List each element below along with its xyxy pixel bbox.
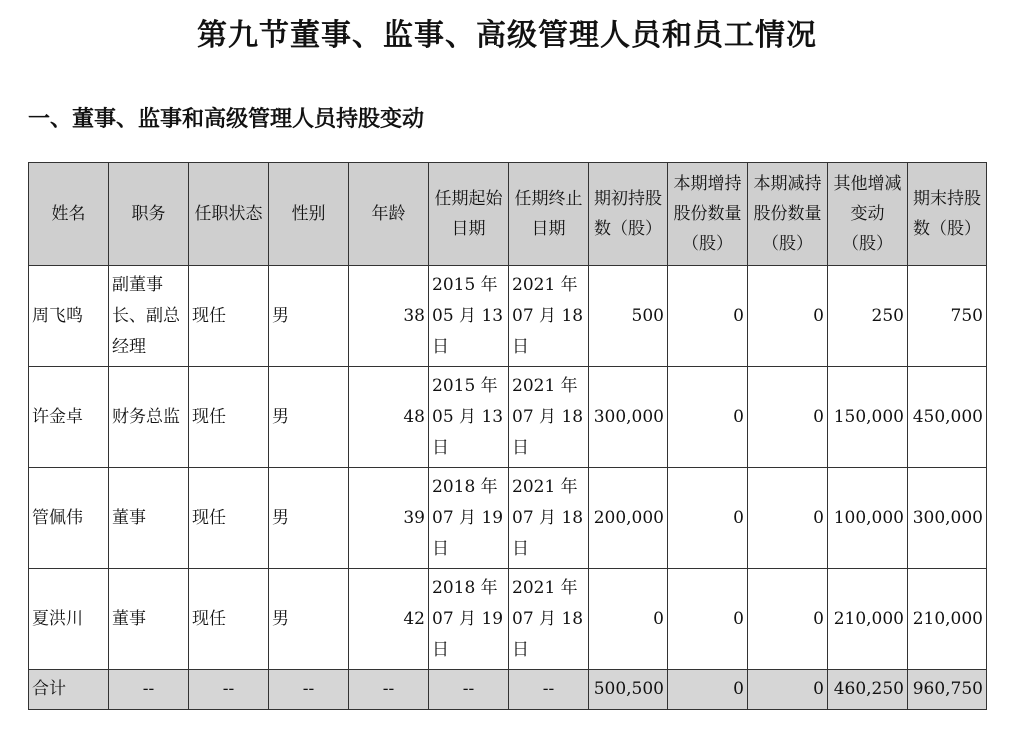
header-cell: 姓名 bbox=[29, 163, 109, 266]
age-cell: 48 bbox=[349, 367, 429, 468]
gender-cell: 男 bbox=[269, 367, 349, 468]
increase-cell: 0 bbox=[668, 266, 748, 367]
header-cell: 任职状态 bbox=[189, 163, 269, 266]
age-cell: 42 bbox=[349, 569, 429, 670]
decrease-cell: 0 bbox=[748, 569, 828, 670]
header-cell: 期初持股数（股） bbox=[589, 163, 668, 266]
header-cell: 年龄 bbox=[349, 163, 429, 266]
total-label-cell: 合计 bbox=[29, 670, 109, 710]
position-cell: 副董事长、副总经理 bbox=[109, 266, 189, 367]
table-row bbox=[29, 569, 987, 670]
decrease-cell: 0 bbox=[748, 468, 828, 569]
increase-cell: 0 bbox=[668, 367, 748, 468]
end-date-cell: 2021 年 07 月 18 日 bbox=[509, 266, 589, 367]
total-cell: -- bbox=[189, 670, 269, 710]
increase-cell: 0 bbox=[668, 569, 748, 670]
table-header-row bbox=[29, 163, 987, 266]
table-row bbox=[29, 266, 987, 367]
shareholding-table bbox=[28, 162, 987, 710]
total-row bbox=[29, 670, 987, 710]
increase-cell: 0 bbox=[668, 468, 748, 569]
status-cell: 现任 bbox=[189, 266, 269, 367]
header-cell: 任期起始日期 bbox=[429, 163, 509, 266]
status-cell: 现任 bbox=[189, 569, 269, 670]
opening-shares-cell: 300,000 bbox=[589, 367, 668, 468]
position-cell: 财务总监 bbox=[109, 367, 189, 468]
closing-shares-cell: 300,000 bbox=[908, 468, 987, 569]
header-cell: 其他增减变动（股） bbox=[828, 163, 908, 266]
position-cell: 董事 bbox=[109, 569, 189, 670]
status-cell: 现任 bbox=[189, 468, 269, 569]
total-cell: -- bbox=[429, 670, 509, 710]
name-cell: 周飞鸣 bbox=[29, 266, 109, 367]
position-cell: 董事 bbox=[109, 468, 189, 569]
table-row bbox=[29, 468, 987, 569]
table-row bbox=[29, 367, 987, 468]
total-decrease-cell: 0 bbox=[748, 670, 828, 710]
age-cell: 39 bbox=[349, 468, 429, 569]
closing-shares-cell: 750 bbox=[908, 266, 987, 367]
page-title: 第九节董事、监事、高级管理人员和员工情况 bbox=[197, 18, 817, 53]
section-heading: 一、董事、监事和高级管理人员持股变动 bbox=[28, 106, 425, 132]
total-closing-shares-cell: 960,750 bbox=[908, 670, 987, 710]
gender-cell: 男 bbox=[269, 569, 349, 670]
gender-cell: 男 bbox=[269, 266, 349, 367]
other-change-cell: 100,000 bbox=[828, 468, 908, 569]
start-date-cell: 2018 年 07 月 19 日 bbox=[429, 569, 509, 670]
start-date-cell: 2015 年 05 月 13 日 bbox=[429, 367, 509, 468]
start-date-cell: 2015 年 05 月 13 日 bbox=[429, 266, 509, 367]
other-change-cell: 150,000 bbox=[828, 367, 908, 468]
total-other-change-cell: 460,250 bbox=[828, 670, 908, 710]
closing-shares-cell: 210,000 bbox=[908, 569, 987, 670]
gender-cell: 男 bbox=[269, 468, 349, 569]
total-opening-shares-cell: 500,500 bbox=[589, 670, 668, 710]
header-cell: 期末持股数（股） bbox=[908, 163, 987, 266]
opening-shares-cell: 200,000 bbox=[589, 468, 668, 569]
total-cell: -- bbox=[109, 670, 189, 710]
status-cell: 现任 bbox=[189, 367, 269, 468]
header-cell: 性别 bbox=[269, 163, 349, 266]
closing-shares-cell: 450,000 bbox=[908, 367, 987, 468]
header-cell: 职务 bbox=[109, 163, 189, 266]
decrease-cell: 0 bbox=[748, 367, 828, 468]
opening-shares-cell: 500 bbox=[589, 266, 668, 367]
end-date-cell: 2021 年 07 月 18 日 bbox=[509, 367, 589, 468]
header-cell: 本期增持股份数量（股） bbox=[668, 163, 748, 266]
other-change-cell: 210,000 bbox=[828, 569, 908, 670]
total-cell: -- bbox=[509, 670, 589, 710]
name-cell: 夏洪川 bbox=[29, 569, 109, 670]
name-cell: 管佩伟 bbox=[29, 468, 109, 569]
total-cell: -- bbox=[349, 670, 429, 710]
header-cell: 本期减持股份数量（股） bbox=[748, 163, 828, 266]
age-cell: 38 bbox=[349, 266, 429, 367]
total-increase-cell: 0 bbox=[668, 670, 748, 710]
opening-shares-cell: 0 bbox=[589, 569, 668, 670]
header-cell: 任期终止日期 bbox=[509, 163, 589, 266]
end-date-cell: 2021 年 07 月 18 日 bbox=[509, 569, 589, 670]
start-date-cell: 2018 年 07 月 19 日 bbox=[429, 468, 509, 569]
end-date-cell: 2021 年 07 月 18 日 bbox=[509, 468, 589, 569]
total-cell: -- bbox=[269, 670, 349, 710]
decrease-cell: 0 bbox=[748, 266, 828, 367]
name-cell: 许金卓 bbox=[29, 367, 109, 468]
other-change-cell: 250 bbox=[828, 266, 908, 367]
